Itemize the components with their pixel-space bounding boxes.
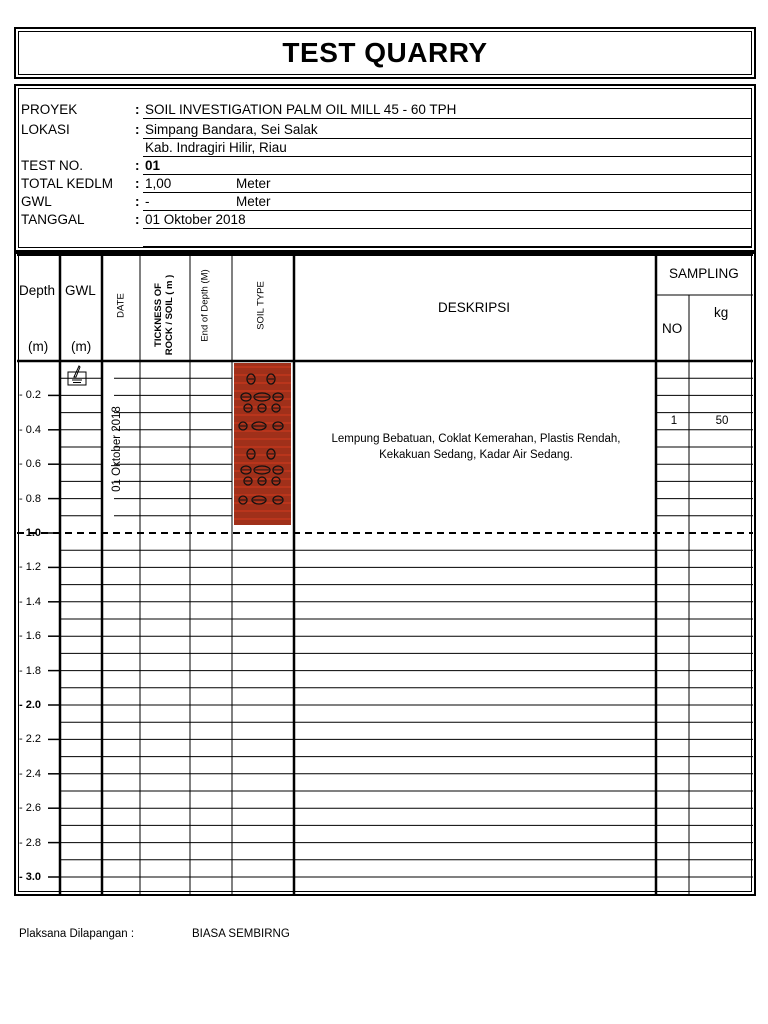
depth-tick-label: - 0.6 bbox=[19, 458, 42, 471]
footer-name: BIASA SEMBIRNG bbox=[192, 928, 290, 940]
gwl-header: GWL bbox=[65, 283, 96, 298]
depth-tick-label: - 1.0 bbox=[19, 527, 42, 539]
info-value: Kab. Indragiri Hilir, Riau bbox=[145, 140, 287, 155]
info-value: SOIL INVESTIGATION PALM OIL MILL 45 - 60 TPH bbox=[145, 102, 457, 117]
depth-tick-label: - 0.8 bbox=[19, 492, 42, 505]
date-value: 01 Oktober 2018 bbox=[111, 406, 123, 492]
depth-tick-label: - 2.4 bbox=[19, 767, 42, 780]
info-label: LOKASI bbox=[21, 122, 70, 137]
grid-lines bbox=[17, 255, 753, 894]
depth-tick-label: - 2.8 bbox=[19, 836, 42, 849]
gwl-symbol-icon bbox=[66, 365, 90, 387]
sample-no-value: 1 bbox=[670, 415, 678, 427]
thickness-header-line2: ROCK / SOIL ( m ) bbox=[164, 274, 175, 356]
info-label: TEST NO. bbox=[21, 158, 84, 173]
date-header: DATE bbox=[115, 293, 127, 318]
info-colon: : bbox=[135, 176, 140, 191]
depth-tick-label: - 2.6 bbox=[19, 802, 42, 815]
depth-tick-label: - 1.4 bbox=[19, 595, 42, 608]
depth-tick-label: - 1.2 bbox=[19, 561, 42, 574]
soil-type-column bbox=[234, 363, 291, 525]
footer-label: Plaksana Dilapangan : bbox=[19, 928, 135, 940]
depth-unit: (m) bbox=[28, 339, 49, 354]
end-depth-header: End of Depth (M) bbox=[199, 269, 211, 342]
soil-type-header: SOIL TYPE bbox=[255, 281, 267, 330]
depth-tick-label: - 1.8 bbox=[19, 664, 42, 677]
info-unit: Meter bbox=[236, 176, 271, 191]
soil-description-line1: Lempung Bebatuan, Coklat Kemerahan, Plastis Rendah, bbox=[331, 433, 621, 445]
info-value: Simpang Bandara, Sei Salak bbox=[145, 122, 318, 137]
depth-tick-label: - 2.0 bbox=[19, 699, 42, 711]
depth-tick-label: - 0.4 bbox=[19, 423, 42, 436]
info-colon: : bbox=[135, 212, 140, 227]
info-value: 01 Oktober 2018 bbox=[145, 212, 246, 227]
soil-description bbox=[296, 431, 656, 463]
info-label: GWL bbox=[21, 194, 52, 209]
sampling-header: SAMPLING bbox=[669, 266, 739, 281]
gwl-unit: (m) bbox=[71, 339, 92, 354]
depth-header: Depth bbox=[19, 283, 56, 298]
info-colon: : bbox=[135, 102, 140, 117]
sample-no-header: NO bbox=[662, 321, 683, 336]
info-unit: Meter bbox=[236, 194, 271, 209]
sample-kg-value: 50 bbox=[715, 415, 729, 427]
depth-tick-label: - 1.6 bbox=[19, 630, 42, 643]
depth-ticks bbox=[48, 395, 60, 877]
info-colon: : bbox=[135, 122, 140, 137]
info-label: TOTAL KEDLM bbox=[21, 176, 114, 191]
info-colon: : bbox=[135, 158, 140, 173]
thickness-header bbox=[153, 265, 177, 365]
depth-tick-label: - 0.2 bbox=[19, 389, 42, 402]
depth-tick-label: - 2.2 bbox=[19, 733, 42, 746]
info-value: - bbox=[145, 194, 150, 209]
info-label: PROYEK bbox=[21, 102, 78, 117]
info-value: 01 bbox=[145, 158, 161, 173]
sample-kg-header: kg bbox=[714, 305, 729, 320]
soil-description-line2: Kekakuan Sedang, Kadar Air Sedang. bbox=[379, 449, 573, 461]
page-title: TEST QUARRY bbox=[282, 37, 488, 68]
depth-tick-label: - 3.0 bbox=[19, 871, 42, 883]
info-value: 1,00 bbox=[145, 176, 172, 191]
info-colon: : bbox=[135, 194, 140, 209]
thickness-header-line1: TICKNESS OF bbox=[153, 283, 164, 347]
info-label: TANGGAL bbox=[21, 212, 85, 227]
deskripsi-header: DESKRIPSI bbox=[438, 300, 511, 315]
